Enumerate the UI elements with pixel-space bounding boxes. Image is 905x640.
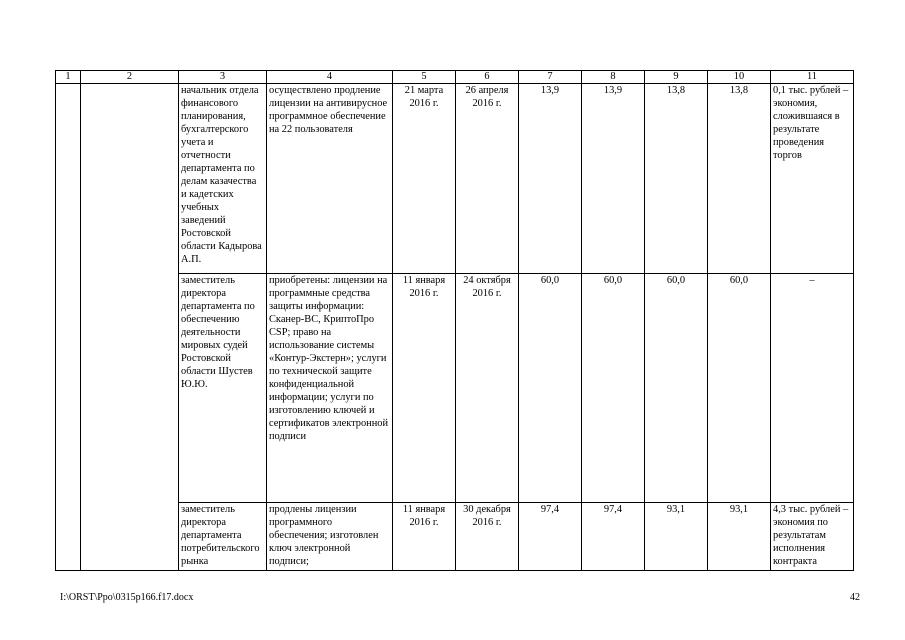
- activity-cell: осуществлено продление лицензии на антивирусное программное обеспечение на 22 пользователя: [267, 84, 393, 274]
- budget-table: [55, 70, 854, 571]
- value-cell: 93,1: [645, 503, 708, 571]
- value-cell: 97,4: [519, 503, 582, 571]
- header-cell: 10: [708, 71, 771, 84]
- start-date-cell: 11 января 2016 г.: [393, 274, 456, 503]
- header-cell: 4: [267, 71, 393, 84]
- value-cell: 13,9: [519, 84, 582, 274]
- table-row: [56, 84, 854, 274]
- end-date-cell: 30 декабря 2016 г.: [456, 503, 519, 571]
- table-cell: [56, 84, 81, 571]
- official-cell: заместитель директора департамента потребительского рынка: [179, 503, 267, 571]
- activity-cell: приобретены: лицензии на программные средства защиты информации: Сканер-ВС, КриптоПро CSP; право на использование системы «Контур-Экстерн»; услуги по технической защите конфиденциальной информации; услуги по изготовлению ключей и сертификатов электронной подписи: [267, 274, 393, 503]
- page-number: 42: [850, 592, 860, 603]
- header-cell: 7: [519, 71, 582, 84]
- column-number-header: [56, 71, 854, 84]
- document-file-path: I:\ORST\Ppo\0315p166.f17.docx: [60, 592, 194, 603]
- header-cell: 1: [56, 71, 81, 84]
- header-cell: 6: [456, 71, 519, 84]
- end-date-cell: 26 апреля 2016 г.: [456, 84, 519, 274]
- header-cell: 5: [393, 71, 456, 84]
- value-cell: 13,8: [708, 84, 771, 274]
- value-cell: 60,0: [708, 274, 771, 503]
- value-cell: 60,0: [582, 274, 645, 503]
- start-date-cell: 11 января 2016 г.: [393, 503, 456, 571]
- table-cell: [81, 84, 179, 571]
- value-cell: 13,9: [582, 84, 645, 274]
- value-cell: 97,4: [582, 503, 645, 571]
- value-cell: 60,0: [645, 274, 708, 503]
- header-cell: 9: [645, 71, 708, 84]
- header-cell: 11: [771, 71, 854, 84]
- header-cell: 8: [582, 71, 645, 84]
- end-date-cell: 24 октября 2016 г.: [456, 274, 519, 503]
- start-date-cell: 21 марта 2016 г.: [393, 84, 456, 274]
- header-cell: 3: [179, 71, 267, 84]
- note-cell: –: [771, 274, 854, 503]
- note-cell: 0,1 тыс. рублей – экономия, сложившаяся в результате проведения торгов: [771, 84, 854, 274]
- official-cell: начальник отдела финансового планирования, бухгалтерского учета и отчетности департамента по делам казачества и кадетских учебных заведений Ростовской области Кадырова А.П.: [179, 84, 267, 274]
- value-cell: 93,1: [708, 503, 771, 571]
- value-cell: 13,8: [645, 84, 708, 274]
- note-cell: 4,3 тыс. рублей – экономия по результатам исполнения контракта: [771, 503, 854, 571]
- value-cell: 60,0: [519, 274, 582, 503]
- activity-cell: продлены лицензии программного обеспечения; изготовлен ключ электронной подписи;: [267, 503, 393, 571]
- official-cell: заместитель директора департамента по обеспечению деятельности мировых судей Ростовской области Шустев Ю.Ю.: [179, 274, 267, 503]
- header-cell: 2: [81, 71, 179, 84]
